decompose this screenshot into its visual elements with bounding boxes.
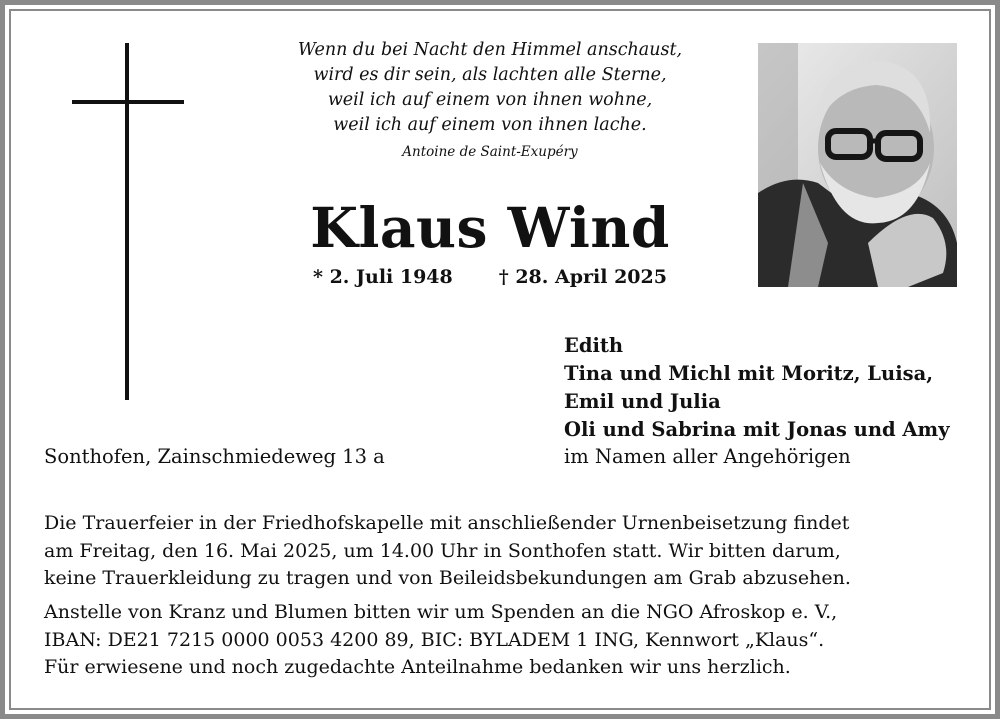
poem xyxy=(240,38,740,138)
family-member: Oli und Sabrina mit Jonas und Amy xyxy=(564,418,950,441)
donation-line: Anstelle von Kranz und Blumen bitten wir um Spenden an die NGO Afroskop e. V., xyxy=(44,601,838,623)
poem-line: Wenn du bei Nacht den Himmel anschaust, xyxy=(297,40,683,60)
ceremony-line: keine Trauerkleidung zu tragen und von Beileidsbekundungen am Grab abzusehen. xyxy=(44,567,851,589)
poem-author: Antoine de Saint-Exupéry xyxy=(402,144,578,160)
cross-vertical-bar xyxy=(125,43,129,400)
poem-line: wird es dir sein, als lachten alle Sterne, xyxy=(313,65,667,85)
family-list xyxy=(564,332,984,444)
donation-info xyxy=(44,599,964,682)
death-date: † 28. April 2025 xyxy=(498,266,667,288)
donation-line: Für erwiesene und noch zugedachte Anteilnahme bedanken wir uns herzlich. xyxy=(44,656,791,678)
address: Sonthofen, Zainschmiedeweg 13 a xyxy=(44,445,385,468)
ceremony-line: am Freitag, den 16. Mai 2025, um 14.00 Uhr in Sonthofen statt. Wir bitten darum, xyxy=(44,539,841,562)
cross-horizontal-bar xyxy=(72,100,184,104)
deceased-name: Klaus Wind xyxy=(310,195,670,260)
poem-line: weil ich auf einem von ihnen wohne, xyxy=(327,90,653,110)
poem-line: weil ich auf einem von ihnen lache. xyxy=(333,115,647,135)
life-dates xyxy=(280,266,700,288)
portrait-photo xyxy=(758,43,957,287)
family-member: Edith xyxy=(564,334,624,357)
birth-date: * 2. Juli 1948 xyxy=(313,266,453,288)
ceremony-info xyxy=(44,510,964,593)
family-closing: im Namen aller Angehörigen xyxy=(564,445,851,468)
ceremony-line: Die Trauerfeier in der Friedhofskapelle mit anschließender Urnenbeisetzung findet xyxy=(44,512,850,534)
family-member: Tina und Michl mit Moritz, Luisa, xyxy=(564,362,934,385)
donation-line: IBAN: DE21 7215 0000 0053 4200 89, BIC: BYLADEM 1 ING, Kennwort „Klaus“. xyxy=(44,628,825,651)
family-member: Emil und Julia xyxy=(564,390,721,413)
